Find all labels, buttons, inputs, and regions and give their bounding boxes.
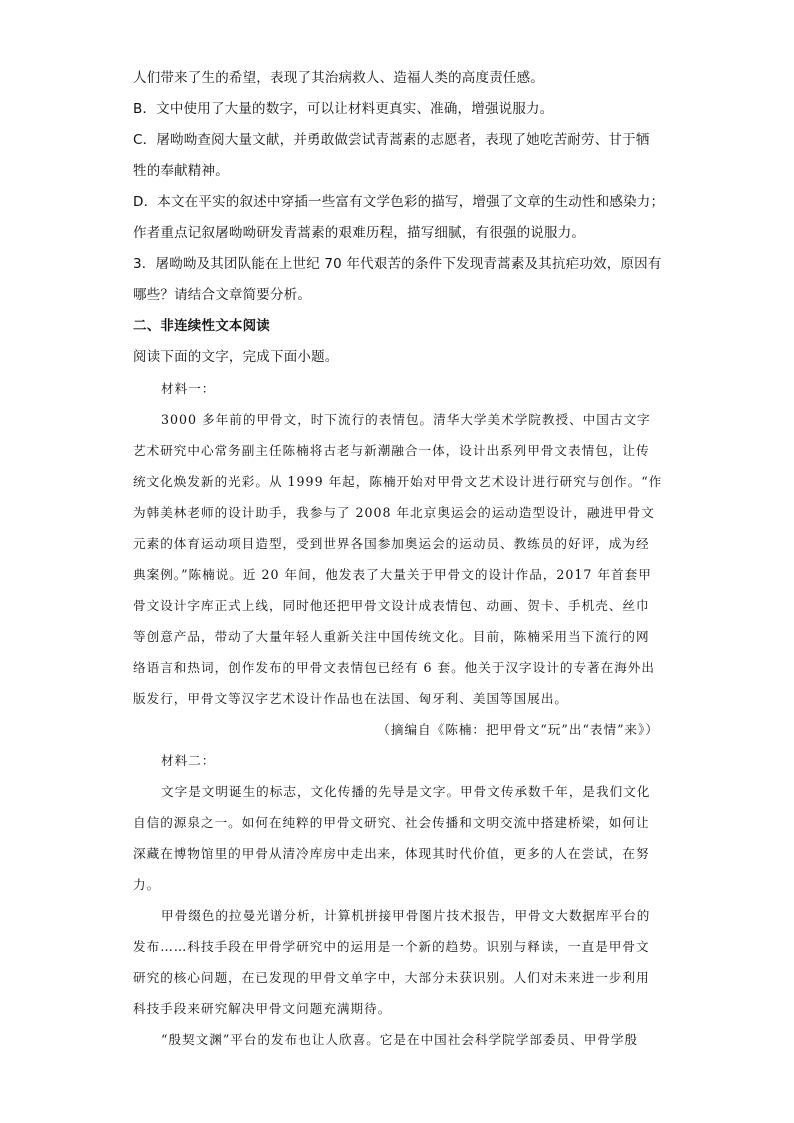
source-citation: （摘编自《陈楠：把甲骨文“玩”出“表情”来》） xyxy=(377,722,659,737)
material-line: 研究的核心问题，在已发现的甲骨文单字中，大部分未获识别。人们对未来进一步利用 xyxy=(133,970,650,985)
option-d: D．本文在平实的叙述中穿插一些富有文学色彩的描写，增强了文章的生动性和感染力； xyxy=(133,194,665,210)
document-body xyxy=(133,63,663,1055)
material-line: 版发行，甲骨文等汉字艺术设计作品也在法国、匈牙利、美国等国展出。 xyxy=(133,691,568,706)
material-two xyxy=(133,745,663,1055)
option-d-cont: 作者重点记叙屠呦呦研发青蒿素的艰难历程，描写细腻，有很强的说服力。 xyxy=(133,225,586,241)
question-options xyxy=(133,63,663,311)
material-line: 典案例。”陈楠说。近 20 年间，他发表了大量关于甲骨文的设计作品，2017 年首套甲 xyxy=(133,567,652,582)
material-line: 发布……科技手段在甲骨学研究中的运用是一个新的趋势。识别与释读，一直是甲骨文 xyxy=(133,939,650,954)
question-3: 3．屠呦呦及其团队能在上世纪 70 年代艰苦的条件下发现青蒿素及其抗疟功效，原因有 xyxy=(133,256,662,272)
material-line: 力。 xyxy=(133,877,161,892)
material-line: 文字是文明诞生的标志，文化传播的先导是文字。甲骨文传承数千年，是我们文化 xyxy=(161,784,651,799)
option-b: B．文中使用了大量的数字，可以让材料更真实、准确，增强说服力。 xyxy=(133,101,554,117)
material-line: 络语言和热词，创作发布的甲骨文表情包已经有 6 套。他关于汉字设计的专著在海外出 xyxy=(133,660,655,675)
material-line: 等创意产品，带动了大量年轻人重新关注中国传统文化。目前，陈楠采用当下流行的网 xyxy=(133,629,650,644)
material-line: 甲骨缀色的拉曼光谱分析，计算机拼接甲骨图片技术报告，甲骨文大数据库平台的 xyxy=(161,908,651,923)
option-c-cont: 牲的奉献精神。 xyxy=(133,163,229,179)
material-line: 为韩美林老师的设计助手，我参与了 2008 年北京奥运会的运动造型设计，融进甲骨文 xyxy=(133,505,655,520)
material-label: 材料一： xyxy=(161,381,216,396)
section-heading: 二、非连续性文本阅读 xyxy=(133,318,270,334)
material-one xyxy=(133,373,663,745)
material-line: 科技手段来研究解决甲骨文问题充满期待。 xyxy=(133,1001,392,1016)
material-line: 艺术研究中心常务副主任陈楠将古老与新潮融合一体，设计出系列甲骨文表情包，让传 xyxy=(133,443,650,458)
material-label: 材料二： xyxy=(161,753,216,768)
material-line: 元素的体育运动项目造型，受到世界各国参加奥运会的运动员、教练员的好评，成为经 xyxy=(133,536,650,551)
material-line: 深藏在博物馆里的甲骨从清冷库房中走出来，体现其时代价值，更多的人在尝试，在努 xyxy=(133,846,650,861)
material-line: 统文化焕发新的光彩。从 1999 年起，陈楠开始对甲骨文艺术设计进行研究与创作。“作 xyxy=(133,474,663,489)
section-instruction: 阅读下面的文字，完成下面小题。 xyxy=(133,349,339,365)
material-line: 自信的源泉之一。如何在纯粹的甲骨文研究、社会传播和文明交流中搭建桥梁，如何让 xyxy=(133,815,650,830)
text-line: 人们带来了生的希望，表现了其治病救人、造福人类的高度责任感。 xyxy=(133,70,544,86)
material-line: “殷契文渊”平台的发布也让人欣喜。它是在中国社会科学院学部委员、甲骨学殷 xyxy=(161,1032,639,1047)
material-line: 3000 多年前的甲骨文，时下流行的表情包。清华大学美术学院教授、中国古文字 xyxy=(161,412,651,427)
option-c: C．屠呦呦查阅大量文献，并勇敢做尝试青蒿素的志愿者，表现了她吃苦耐劳、甘于牺 xyxy=(133,132,650,148)
question-3-cont: 哪些？请结合文章简要分析。 xyxy=(133,287,312,303)
material-line: 骨文设计字库正式上线，同时他还把甲骨文设计成表情包、动画、贺卡、手机壳、丝巾 xyxy=(133,598,650,613)
